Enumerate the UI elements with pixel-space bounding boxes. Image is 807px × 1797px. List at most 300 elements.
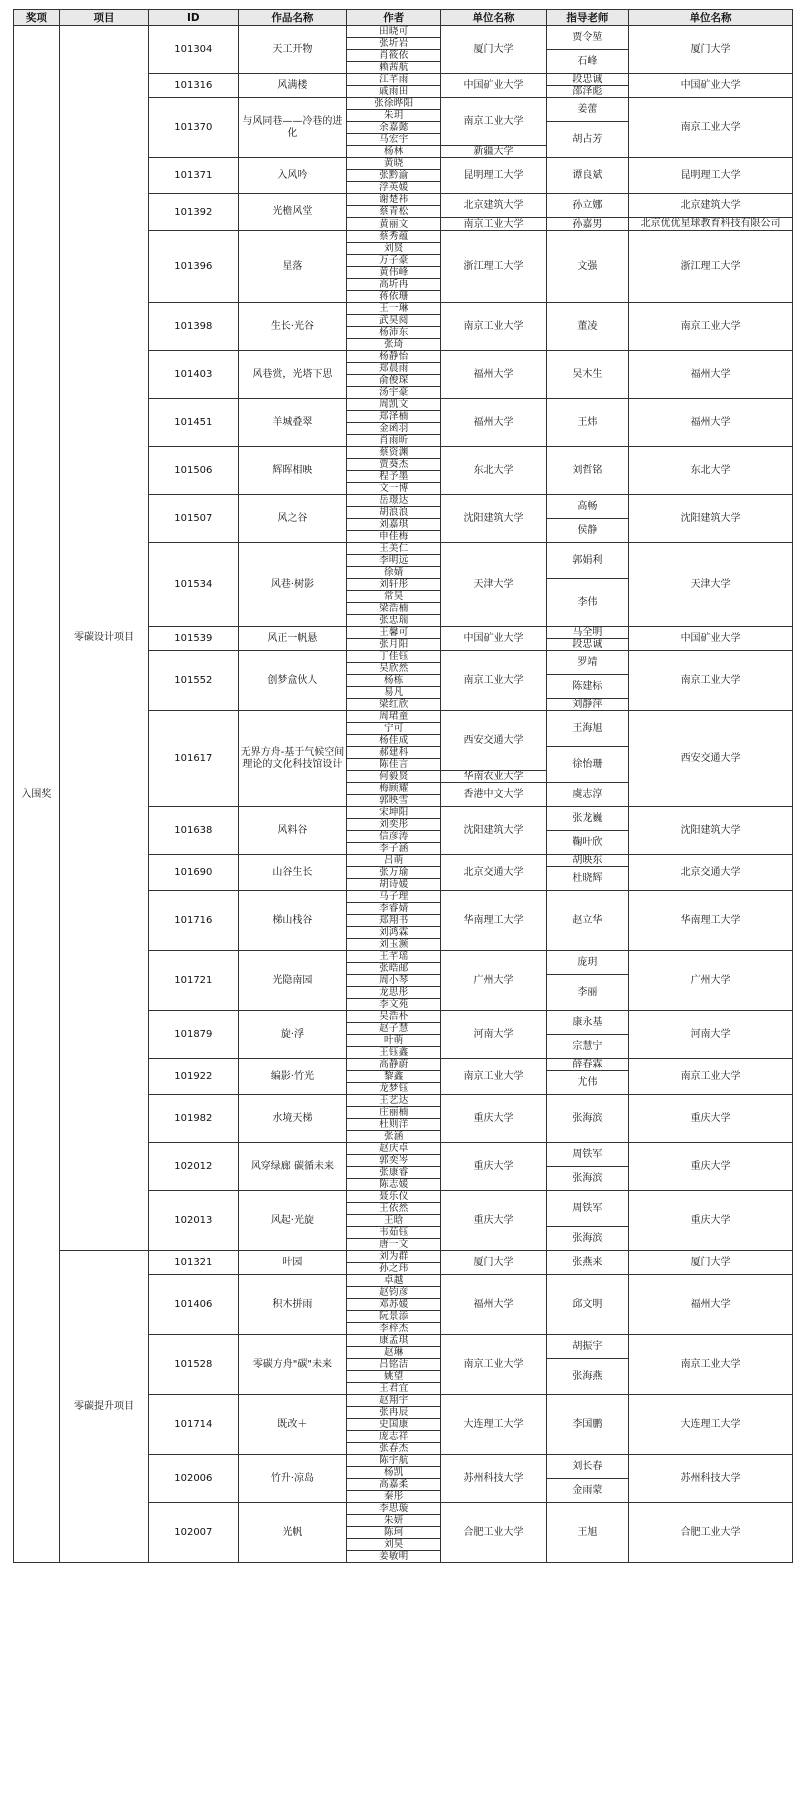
unit-name: 厦门大学 — [441, 26, 546, 74]
advisor-unit: 浙江理工大学 — [629, 231, 793, 303]
project-id: 101617 — [149, 711, 238, 807]
unit-name: 新疆大学 — [441, 146, 546, 158]
project-title: 风巷·树影 — [238, 543, 347, 627]
project-title: 零碳方舟"碳"未来 — [238, 1335, 347, 1395]
unit-name: 重庆大学 — [441, 1191, 546, 1251]
unit-name: 东北大学 — [441, 447, 546, 495]
author-name: 张徐晔阳 — [347, 98, 441, 110]
advisor-name: 董凌 — [546, 303, 628, 351]
header-row — [14, 10, 793, 26]
project-id: 101396 — [149, 231, 238, 303]
project-title: 羊城叠翠 — [238, 399, 347, 447]
author-name: 张冉辰 — [347, 1407, 441, 1419]
author-name: 姜敏明 — [347, 1551, 441, 1563]
advisor-unit: 重庆大学 — [629, 1095, 793, 1143]
project-id: 101879 — [149, 1011, 238, 1059]
author-name: 杨凯 — [347, 1467, 441, 1479]
advisor-name: 吴木生 — [546, 351, 628, 399]
advisor-unit: 沈阳建筑大学 — [629, 495, 793, 543]
author-name: 李睿婧 — [347, 903, 441, 915]
author-name: 宁可 — [347, 723, 441, 735]
unit-name: 西安交通大学 — [441, 711, 546, 771]
author-name: 刘嘉琪 — [347, 519, 441, 531]
project-title: 入风吟 — [238, 158, 347, 194]
author-name: 张万瑜 — [347, 867, 441, 879]
project-id: 101528 — [149, 1335, 238, 1395]
advisor-name: 张海滨 — [546, 1167, 628, 1191]
author-name: 杨静怡 — [347, 351, 441, 363]
author-name: 肖雨昕 — [347, 435, 441, 447]
project-title: 与风同巷——冷巷的进化 — [238, 98, 347, 158]
author-name: 李思璇 — [347, 1503, 441, 1515]
project-title: 叶园 — [238, 1251, 347, 1275]
advisor-name: 刘静萍 — [546, 699, 628, 711]
author-name: 张晧邮 — [347, 963, 441, 975]
advisor-name: 徐怡珊 — [546, 747, 628, 783]
project-id: 102007 — [149, 1503, 238, 1563]
advisor-name: 刘哲铭 — [546, 447, 628, 495]
author-name: 余嘉懿 — [347, 122, 441, 134]
author-name: 陈志媛 — [347, 1179, 441, 1191]
author-name: 吕铭洁 — [347, 1359, 441, 1371]
advisor-unit: 中国矿业大学 — [629, 74, 793, 98]
advisor-name: 周铁军 — [546, 1191, 628, 1227]
advisor-name: 马全明 — [546, 627, 628, 639]
project-title: 风巷赏，光塔下思 — [238, 351, 347, 399]
advisor-name: 陈建标 — [546, 675, 628, 699]
author-name: 吴浩朴 — [347, 1011, 441, 1023]
advisor-name: 张海滨 — [546, 1095, 628, 1143]
header-advisor-unit: 单位名称 — [629, 10, 793, 26]
author-name: 黄伟峰 — [347, 267, 441, 279]
author-name: 肖筱依 — [347, 50, 441, 62]
author-name: 江芊雨 — [347, 74, 441, 86]
author-name: 龙思彤 — [347, 987, 441, 999]
awards-table — [13, 9, 793, 1563]
author-name: 史国康 — [347, 1419, 441, 1431]
unit-name: 华南农业大学 — [441, 771, 546, 783]
unit-name: 大连理工大学 — [441, 1395, 546, 1455]
author-name: 王依然 — [347, 1203, 441, 1215]
advisor-unit: 北京交通大学 — [629, 855, 793, 891]
author-name: 赵钧彦 — [347, 1287, 441, 1299]
advisor-name: 王旭 — [546, 1503, 628, 1563]
advisor-name: 金雨蒙 — [546, 1479, 628, 1503]
author-name: 郑翔书 — [347, 915, 441, 927]
project-title: 风之谷 — [238, 495, 347, 543]
unit-name: 福州大学 — [441, 1275, 546, 1335]
author-name: 梁浩楠 — [347, 603, 441, 615]
advisor-unit: 福州大学 — [629, 1275, 793, 1335]
table-body — [14, 26, 793, 1563]
author-name: 李明远 — [347, 555, 441, 567]
author-name: 丁佳钰 — [347, 651, 441, 663]
advisor-name: 邵泽彪 — [546, 86, 628, 98]
unit-name: 南京工业大学 — [441, 303, 546, 351]
unit-name: 南京工业大学 — [441, 651, 546, 711]
author-name: 刘奕彤 — [347, 819, 441, 831]
advisor-unit: 昆明理工大学 — [629, 158, 793, 194]
advisor-unit: 福州大学 — [629, 351, 793, 399]
author-name: 朱妍 — [347, 1515, 441, 1527]
advisor-name: 王炜 — [546, 399, 628, 447]
author-name: 赖茜航 — [347, 62, 441, 74]
header-advisor: 指导老师 — [546, 10, 628, 26]
author-name: 周珺童 — [347, 711, 441, 723]
unit-name: 河南大学 — [441, 1011, 546, 1059]
project-id: 101982 — [149, 1095, 238, 1143]
project-title: 编影·竹光 — [238, 1059, 347, 1095]
project-title: 梯山栈谷 — [238, 891, 347, 951]
project-id: 101716 — [149, 891, 238, 951]
author-name: 蔡资渊 — [347, 447, 441, 459]
author-name: 戚雨田 — [347, 86, 441, 98]
author-name: 王美仁 — [347, 543, 441, 555]
author-name: 赵琳 — [347, 1347, 441, 1359]
author-name: 陈佳言 — [347, 759, 441, 771]
unit-name: 浙江理工大学 — [441, 231, 546, 303]
author-name: 郭奕岑 — [347, 1155, 441, 1167]
author-name: 张春杰 — [347, 1443, 441, 1455]
advisor-unit: 福州大学 — [629, 399, 793, 447]
advisor-name: 孙立娜 — [546, 194, 628, 218]
advisor-name: 侯静 — [546, 519, 628, 543]
author-name: 岳璟达 — [347, 495, 441, 507]
project-title: 风满楼 — [238, 74, 347, 98]
project-id: 102012 — [149, 1143, 238, 1191]
table-row — [14, 1251, 793, 1263]
unit-name: 北京建筑大学 — [441, 194, 546, 218]
unit-name: 香港中文大学 — [441, 783, 546, 807]
advisor-name: 张海滨 — [546, 1227, 628, 1251]
project-id: 101721 — [149, 951, 238, 1011]
advisor-name: 张海燕 — [546, 1359, 628, 1395]
advisor-name: 郭娟利 — [546, 543, 628, 579]
advisor-unit: 重庆大学 — [629, 1191, 793, 1251]
author-name: 田晓可 — [347, 26, 441, 38]
table-row — [14, 26, 793, 38]
project-id: 101534 — [149, 543, 238, 627]
author-name: 刘贤 — [347, 243, 441, 255]
author-name: 武昊阅 — [347, 315, 441, 327]
advisor-unit: 南京工业大学 — [629, 1335, 793, 1395]
advisor-name: 虞志淳 — [546, 783, 628, 807]
advisor-unit: 北京优优星球教育科技有限公司 — [629, 218, 793, 231]
advisor-name: 尤伟 — [546, 1071, 628, 1095]
project-title: 风正一帆悬 — [238, 627, 347, 651]
unit-name: 苏州科技大学 — [441, 1455, 546, 1503]
author-name: 俞俊琛 — [347, 375, 441, 387]
unit-name: 天津大学 — [441, 543, 546, 627]
header-unit: 单位名称 — [441, 10, 546, 26]
author-name: 吴欣然 — [347, 663, 441, 675]
project-title: 天工开物 — [238, 26, 347, 74]
advisor-name: 刘长春 — [546, 1455, 628, 1479]
author-name: 郑泽楠 — [347, 411, 441, 423]
category-cell: 零碳提升项目 — [59, 1251, 148, 1563]
author-name: 高嘉柔 — [347, 1479, 441, 1491]
author-name: 王馨可 — [347, 627, 441, 639]
advisor-name: 罗靖 — [546, 651, 628, 675]
author-name: 黎鑫 — [347, 1071, 441, 1083]
project-title: 星落 — [238, 231, 347, 303]
author-name: 杜则洋 — [347, 1119, 441, 1131]
author-name: 何毅贤 — [347, 771, 441, 783]
author-name: 邓苏媛 — [347, 1299, 441, 1311]
author-name: 龙梦钰 — [347, 1083, 441, 1095]
project-id: 101690 — [149, 855, 238, 891]
advisor-unit: 合肥工业大学 — [629, 1503, 793, 1563]
advisor-unit: 南京工业大学 — [629, 651, 793, 711]
author-name: 杨栋 — [347, 675, 441, 687]
project-id: 101539 — [149, 627, 238, 651]
advisor-unit: 北京建筑大学 — [629, 194, 793, 218]
advisor-name: 周铁军 — [546, 1143, 628, 1167]
project-id: 101638 — [149, 807, 238, 855]
header-category: 项目 — [59, 10, 148, 26]
author-name: 张黔渝 — [347, 170, 441, 182]
author-name: 黄丽文 — [347, 218, 441, 231]
author-name: 张忠瑞 — [347, 615, 441, 627]
unit-name: 重庆大学 — [441, 1095, 546, 1143]
advisor-name: 谭良斌 — [546, 158, 628, 194]
author-name: 张涵 — [347, 1131, 441, 1143]
author-name: 马子理 — [347, 891, 441, 903]
author-name: 徐婧 — [347, 567, 441, 579]
author-name: 阮景添 — [347, 1311, 441, 1323]
project-title: 山谷生长 — [238, 855, 347, 891]
advisor-unit: 东北大学 — [629, 447, 793, 495]
advisor-unit: 河南大学 — [629, 1011, 793, 1059]
unit-name: 合肥工业大学 — [441, 1503, 546, 1563]
advisor-unit: 中国矿业大学 — [629, 627, 793, 651]
advisor-unit: 重庆大学 — [629, 1143, 793, 1191]
project-title: 光檐风堂 — [238, 194, 347, 231]
author-name: 贾葵杰 — [347, 459, 441, 471]
project-title: 辉晖相映 — [238, 447, 347, 495]
author-name: 陈宇航 — [347, 1455, 441, 1467]
advisor-name: 姜蕾 — [546, 98, 628, 122]
unit-name: 沈阳建筑大学 — [441, 807, 546, 855]
author-name: 易凡 — [347, 687, 441, 699]
advisor-name: 邱文明 — [546, 1275, 628, 1335]
author-name: 姚望 — [347, 1371, 441, 1383]
advisor-unit: 西安交通大学 — [629, 711, 793, 807]
advisor-name: 王海旭 — [546, 711, 628, 747]
project-id: 101451 — [149, 399, 238, 447]
advisor-unit: 沈阳建筑大学 — [629, 807, 793, 855]
project-title: 旋·浮 — [238, 1011, 347, 1059]
project-id: 101321 — [149, 1251, 238, 1275]
project-title: 水境天梯 — [238, 1095, 347, 1143]
author-name: 庞志祥 — [347, 1431, 441, 1443]
advisor-unit: 南京工业大学 — [629, 303, 793, 351]
project-id: 101506 — [149, 447, 238, 495]
project-title: 风料谷 — [238, 807, 347, 855]
project-title: 光隐南园 — [238, 951, 347, 1011]
author-name: 汤宇豪 — [347, 387, 441, 399]
advisor-unit: 天津大学 — [629, 543, 793, 627]
header-author: 作者 — [347, 10, 441, 26]
unit-name: 厦门大学 — [441, 1251, 546, 1275]
author-name: 高静蔚 — [347, 1059, 441, 1071]
advisor-unit: 南京工业大学 — [629, 1059, 793, 1095]
author-name: 周凯文 — [347, 399, 441, 411]
project-id: 101398 — [149, 303, 238, 351]
advisor-name: 宗慧宁 — [546, 1035, 628, 1059]
author-name: 刘鸿霖 — [347, 927, 441, 939]
unit-name: 福州大学 — [441, 351, 546, 399]
unit-name: 中国矿业大学 — [441, 74, 546, 98]
advisor-name: 李丽 — [546, 975, 628, 1011]
author-name: 马宏宇 — [347, 134, 441, 146]
project-id: 101403 — [149, 351, 238, 399]
author-name: 郭映雪 — [347, 795, 441, 807]
author-name: 万子豪 — [347, 255, 441, 267]
project-id: 101714 — [149, 1395, 238, 1455]
project-title: 风起·光旋 — [238, 1191, 347, 1251]
project-id: 101922 — [149, 1059, 238, 1095]
unit-name: 南京工业大学 — [441, 98, 546, 146]
project-id: 101406 — [149, 1275, 238, 1335]
unit-name: 广州大学 — [441, 951, 546, 1011]
author-name: 张圻岩 — [347, 38, 441, 50]
unit-name: 重庆大学 — [441, 1143, 546, 1191]
author-name: 聂乐仪 — [347, 1191, 441, 1203]
unit-name: 南京工业大学 — [441, 1059, 546, 1095]
advisor-name: 文强 — [546, 231, 628, 303]
advisor-name: 薛春霖 — [546, 1059, 628, 1071]
advisor-unit: 苏州科技大学 — [629, 1455, 793, 1503]
project-title: 既改＋ — [238, 1395, 347, 1455]
advisor-unit: 大连理工大学 — [629, 1395, 793, 1455]
advisor-name: 石峰 — [546, 50, 628, 74]
author-name: 刘为群 — [347, 1251, 441, 1263]
author-name: 郝建科 — [347, 747, 441, 759]
author-name: 刘昊 — [347, 1539, 441, 1551]
unit-name: 中国矿业大学 — [441, 627, 546, 651]
advisor-name: 贾令堃 — [546, 26, 628, 50]
advisor-name: 段忠诚 — [546, 639, 628, 651]
unit-name: 福州大学 — [441, 399, 546, 447]
author-name: 韦茹钰 — [347, 1227, 441, 1239]
author-name: 刘玉濒 — [347, 939, 441, 951]
author-name: 宋坤阳 — [347, 807, 441, 819]
advisor-name: 张龙巍 — [546, 807, 628, 831]
author-name: 王君宜 — [347, 1383, 441, 1395]
author-name: 刘轩彤 — [347, 579, 441, 591]
author-name: 浮英媛 — [347, 182, 441, 194]
author-name: 杨佳成 — [347, 735, 441, 747]
advisor-name: 赵立华 — [546, 891, 628, 951]
unit-name: 沈阳建筑大学 — [441, 495, 546, 543]
advisor-name: 康永基 — [546, 1011, 628, 1035]
author-name: 文一博 — [347, 483, 441, 495]
advisor-unit: 华南理工大学 — [629, 891, 793, 951]
author-name: 赵庆卓 — [347, 1143, 441, 1155]
author-name: 蒋依珊 — [347, 291, 441, 303]
author-name: 叶萌 — [347, 1035, 441, 1047]
unit-name: 华南理工大学 — [441, 891, 546, 951]
unit-name: 北京交通大学 — [441, 855, 546, 891]
project-id: 101370 — [149, 98, 238, 158]
author-name: 朱玥 — [347, 110, 441, 122]
header-award: 奖项 — [14, 10, 60, 26]
project-id: 102013 — [149, 1191, 238, 1251]
advisor-unit: 厦门大学 — [629, 1251, 793, 1275]
project-title: 创梦盒伙人 — [238, 651, 347, 711]
project-id: 101316 — [149, 74, 238, 98]
project-title: 光帆 — [238, 1503, 347, 1563]
author-name: 秦彤 — [347, 1491, 441, 1503]
header-id: ID — [149, 10, 238, 26]
advisor-name: 李伟 — [546, 579, 628, 627]
advisor-name: 段忠诚 — [546, 74, 628, 86]
author-name: 孙之玮 — [347, 1263, 441, 1275]
advisor-name: 孙嘉男 — [546, 218, 628, 231]
project-id: 101304 — [149, 26, 238, 74]
author-name: 张月阳 — [347, 639, 441, 651]
author-name: 王芊瑶 — [347, 951, 441, 963]
advisor-unit: 南京工业大学 — [629, 98, 793, 158]
author-name: 赵翔宇 — [347, 1395, 441, 1407]
advisor-name: 胡振宇 — [546, 1335, 628, 1359]
author-name: 王艺达 — [347, 1095, 441, 1107]
author-name: 杨沛东 — [347, 327, 441, 339]
author-name: 常昊 — [347, 591, 441, 603]
project-id: 101371 — [149, 158, 238, 194]
project-title: 无界方舟-基于气候空间理论的文化科技馆设计 — [238, 711, 347, 807]
author-name: 李子涵 — [347, 843, 441, 855]
author-name: 张琦 — [347, 339, 441, 351]
advisor-name: 庞玥 — [546, 951, 628, 975]
author-name: 胡浪浪 — [347, 507, 441, 519]
author-name: 康孟琪 — [347, 1335, 441, 1347]
category-cell: 零碳设计项目 — [59, 26, 148, 1251]
author-name: 胡诗媛 — [347, 879, 441, 891]
unit-name: 南京工业大学 — [441, 218, 546, 231]
author-name: 高圻冉 — [347, 279, 441, 291]
author-name: 梁红欣 — [347, 699, 441, 711]
project-title: 竹升·凉岛 — [238, 1455, 347, 1503]
author-name: 庄丽楠 — [347, 1107, 441, 1119]
author-name: 申佳梅 — [347, 531, 441, 543]
author-name: 郑晨雨 — [347, 363, 441, 375]
author-name: 赵子慧 — [347, 1023, 441, 1035]
author-name: 吕萌 — [347, 855, 441, 867]
author-name: 黄晓 — [347, 158, 441, 170]
project-title: 积木拼雨 — [238, 1275, 347, 1335]
project-title: 生长·光谷 — [238, 303, 347, 351]
project-title: 风穿绿廊 碳循未来 — [238, 1143, 347, 1191]
author-name: 卓越 — [347, 1275, 441, 1287]
advisor-name: 张燕来 — [546, 1251, 628, 1275]
author-name: 王钰鑫 — [347, 1047, 441, 1059]
project-id: 101392 — [149, 194, 238, 231]
author-name: 谢楚祎 — [347, 194, 441, 206]
author-name: 杨林 — [347, 146, 441, 158]
author-name: 王晗 — [347, 1215, 441, 1227]
author-name: 李梓杰 — [347, 1323, 441, 1335]
author-name: 陈珂 — [347, 1527, 441, 1539]
advisor-name: 杜晓辉 — [546, 867, 628, 891]
unit-name: 南京工业大学 — [441, 1335, 546, 1395]
project-id: 102006 — [149, 1455, 238, 1503]
advisor-name: 高畅 — [546, 495, 628, 519]
advisor-name: 胡占芳 — [546, 122, 628, 158]
advisor-unit: 厦门大学 — [629, 26, 793, 74]
advisor-name: 鞠叶欣 — [546, 831, 628, 855]
